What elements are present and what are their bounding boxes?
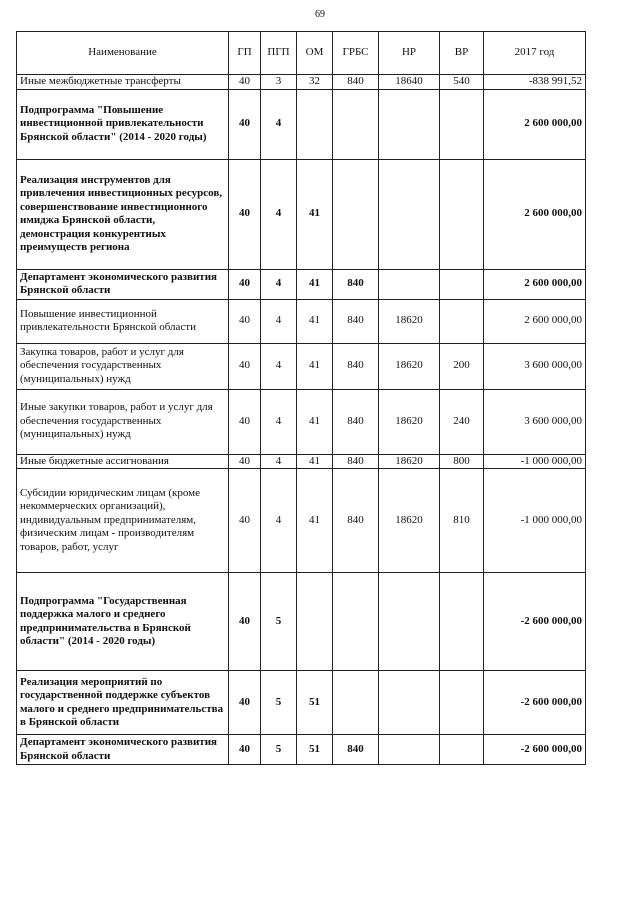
cell-grbs: [333, 159, 379, 269]
table-row: [17, 469, 586, 573]
cell-om: 41: [297, 159, 333, 269]
cell-gp: 40: [229, 469, 261, 573]
cell-gp: 40: [229, 389, 261, 454]
cell-grbs: [333, 671, 379, 735]
cell-grbs: 840: [333, 299, 379, 343]
cell-name: Повышение инвестиционной привлекательности Брянской области: [17, 299, 229, 343]
cell-grbs: 840: [333, 389, 379, 454]
cell-gp: 40: [229, 75, 261, 90]
cell-om: [297, 89, 333, 159]
cell-name: Иные бюджетные ассигнования: [17, 454, 229, 469]
cell-name: Департамент экономического развития Брянской области: [17, 735, 229, 765]
table-row: [17, 75, 586, 90]
cell-nr: 18640: [379, 75, 440, 90]
cell-nr: [379, 159, 440, 269]
cell-vr: 800: [440, 454, 484, 469]
cell-name: Иные межбюджетные трансферты: [17, 75, 229, 90]
cell-om: 41: [297, 269, 333, 299]
cell-gp: 40: [229, 343, 261, 389]
cell-pgp: 4: [261, 343, 297, 389]
cell-om: 41: [297, 469, 333, 573]
cell-gp: 40: [229, 269, 261, 299]
cell-vr: [440, 735, 484, 765]
budget-table: [16, 31, 586, 765]
cell-name: Субсидии юридическим лицам (кроме некоммерческих организаций), индивидуальным предпринимателям, физическим лицам - производителям товаров, работ, услуг: [17, 469, 229, 573]
cell-gp: 40: [229, 671, 261, 735]
cell-vr: [440, 269, 484, 299]
cell-nr: [379, 89, 440, 159]
header-om: ОМ: [297, 32, 333, 75]
cell-om: 41: [297, 343, 333, 389]
cell-nr: 18620: [379, 454, 440, 469]
cell-nr: [379, 573, 440, 671]
cell-pgp: 4: [261, 389, 297, 454]
cell-pgp: 4: [261, 469, 297, 573]
cell-amount: 2 600 000,00: [484, 89, 586, 159]
header-vr: ВР: [440, 32, 484, 75]
cell-gp: 40: [229, 454, 261, 469]
cell-vr: 200: [440, 343, 484, 389]
cell-grbs: [333, 573, 379, 671]
cell-grbs: 840: [333, 343, 379, 389]
cell-vr: [440, 89, 484, 159]
cell-om: 51: [297, 671, 333, 735]
cell-vr: 240: [440, 389, 484, 454]
table-body: [17, 75, 586, 765]
cell-om: 41: [297, 389, 333, 454]
header-nr: НР: [379, 32, 440, 75]
cell-gp: 40: [229, 299, 261, 343]
cell-amount: -2 600 000,00: [484, 671, 586, 735]
cell-om: [297, 573, 333, 671]
cell-amount: 2 600 000,00: [484, 159, 586, 269]
table-row: [17, 573, 586, 671]
cell-gp: 40: [229, 159, 261, 269]
cell-name: Реализация мероприятий по государственной поддержке субъектов малого и среднего предпринимательства в Брянской области: [17, 671, 229, 735]
cell-vr: [440, 671, 484, 735]
cell-om: 51: [297, 735, 333, 765]
cell-nr: [379, 671, 440, 735]
cell-gp: 40: [229, 89, 261, 159]
cell-vr: 810: [440, 469, 484, 573]
cell-name: Подпрограмма "Государственная поддержка малого и среднего предпринимательства в Брянской области" (2014 - 2020 годы): [17, 573, 229, 671]
cell-amount: 3 600 000,00: [484, 343, 586, 389]
cell-gp: 40: [229, 573, 261, 671]
cell-grbs: 840: [333, 454, 379, 469]
table-row: [17, 454, 586, 469]
cell-name: Реализация инструментов для привлечения инвестиционных ресурсов, совершенствование инвестиционного имиджа Брянской области, демонстрация конкурентных преимуществ региона: [17, 159, 229, 269]
cell-nr: [379, 735, 440, 765]
cell-amount: -2 600 000,00: [484, 573, 586, 671]
cell-pgp: 4: [261, 454, 297, 469]
cell-name: Закупка товаров, работ и услуг для обеспечения государственных (муниципальных) нужд: [17, 343, 229, 389]
cell-nr: 18620: [379, 343, 440, 389]
cell-om: 41: [297, 299, 333, 343]
cell-nr: 18620: [379, 469, 440, 573]
table-row: [17, 299, 586, 343]
cell-name: Иные закупки товаров, работ и услуг для обеспечения государственных (муниципальных) нужд: [17, 389, 229, 454]
cell-om: 32: [297, 75, 333, 90]
cell-grbs: 840: [333, 269, 379, 299]
cell-pgp: 4: [261, 299, 297, 343]
cell-name: Департамент экономического развития Брянской области: [17, 269, 229, 299]
cell-pgp: 4: [261, 159, 297, 269]
header-name: Наименование: [17, 32, 229, 75]
cell-pgp: 5: [261, 671, 297, 735]
cell-vr: [440, 573, 484, 671]
header-gp: ГП: [229, 32, 261, 75]
cell-amount: -1 000 000,00: [484, 469, 586, 573]
cell-grbs: [333, 89, 379, 159]
table-row: [17, 343, 586, 389]
cell-amount: -838 991,52: [484, 75, 586, 90]
table-row: [17, 159, 586, 269]
cell-amount: 3 600 000,00: [484, 389, 586, 454]
cell-om: 41: [297, 454, 333, 469]
cell-pgp: 5: [261, 735, 297, 765]
cell-pgp: 5: [261, 573, 297, 671]
header-amount: 2017 год: [484, 32, 586, 75]
header-grbs: ГРБС: [333, 32, 379, 75]
table-row: [17, 389, 586, 454]
header-pgp: ПГП: [261, 32, 297, 75]
cell-grbs: 840: [333, 75, 379, 90]
table-row: [17, 269, 586, 299]
header-row: [17, 32, 586, 75]
cell-amount: 2 600 000,00: [484, 299, 586, 343]
cell-grbs: 840: [333, 735, 379, 765]
cell-vr: 540: [440, 75, 484, 90]
table-row: [17, 89, 586, 159]
cell-amount: -2 600 000,00: [484, 735, 586, 765]
table-row: [17, 735, 586, 765]
cell-amount: 2 600 000,00: [484, 269, 586, 299]
cell-vr: [440, 299, 484, 343]
cell-nr: 18620: [379, 299, 440, 343]
cell-name: Подпрограмма "Повышение инвестиционной привлекательности Брянской области" (2014 - 2020 годы): [17, 89, 229, 159]
cell-nr: 18620: [379, 389, 440, 454]
cell-pgp: 4: [261, 89, 297, 159]
cell-gp: 40: [229, 735, 261, 765]
cell-amount: -1 000 000,00: [484, 454, 586, 469]
page-number: 69: [315, 9, 325, 20]
cell-nr: [379, 269, 440, 299]
cell-pgp: 3: [261, 75, 297, 90]
cell-vr: [440, 159, 484, 269]
cell-grbs: 840: [333, 469, 379, 573]
cell-pgp: 4: [261, 269, 297, 299]
table-row: [17, 671, 586, 735]
